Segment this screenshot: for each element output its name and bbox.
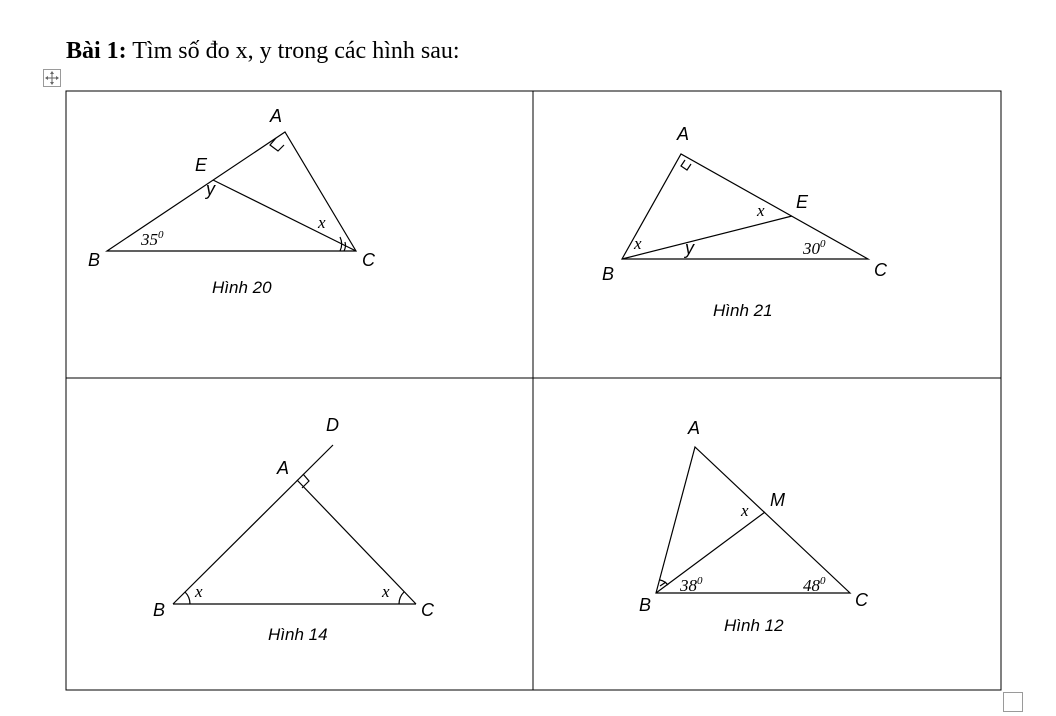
figure-caption: Hình 21 <box>713 301 773 320</box>
point-a-label: A <box>270 106 283 126</box>
figure-hinh-20 <box>88 106 376 297</box>
figure-hinh-12 <box>639 418 869 635</box>
triangle-abc <box>622 154 868 259</box>
angle-x-at-e-label: x <box>757 201 765 220</box>
segment-bm <box>656 512 765 593</box>
point-e-label: E <box>796 192 809 212</box>
ray-bd <box>173 445 333 604</box>
angle-arc-b <box>660 580 668 585</box>
angle-c-label: $30^0$ <box>803 238 826 258</box>
right-angle-mark <box>681 160 691 170</box>
point-c-label: C <box>855 590 868 610</box>
point-a-label: A <box>277 458 290 478</box>
point-b-label: B <box>153 600 166 620</box>
point-m-label: M <box>770 490 785 510</box>
angle-tick-b <box>660 582 666 586</box>
point-a-label: A <box>677 124 690 144</box>
angle-x-label: x <box>318 213 326 232</box>
point-b-label: B <box>639 595 652 615</box>
angle-x-at-b-label: x <box>634 234 642 253</box>
point-c-label: C <box>874 260 887 280</box>
angle-b-label: $38^0$ <box>680 575 703 595</box>
exercise-number: Bài 1: <box>66 38 127 64</box>
angle-y-label: y <box>206 179 215 199</box>
angle-b-label: $35^0$ <box>141 229 164 249</box>
point-a-label: A <box>688 418 701 438</box>
angle-x-at-b-label: x <box>195 582 203 601</box>
angle-arc-b <box>185 592 190 604</box>
point-d-label: D <box>326 415 339 435</box>
figure-hinh-14 <box>153 415 435 644</box>
exercise-text: Tìm số đo x, y trong các hình sau: <box>126 38 460 64</box>
angle-x-label: x <box>741 501 749 520</box>
point-c-label: C <box>362 250 375 270</box>
angle-x-at-c-label: x <box>382 582 390 601</box>
point-b-label: B <box>602 264 615 284</box>
point-c-label: C <box>421 600 434 620</box>
figure-hinh-21 <box>602 124 888 320</box>
angle-arc-c <box>344 242 345 251</box>
point-b-label: B <box>88 250 101 270</box>
angle-c-label: $48^0$ <box>803 575 826 595</box>
angle-arc-c <box>399 592 404 604</box>
table-resize-icon[interactable] <box>1003 692 1023 712</box>
figure-caption: Hình 14 <box>268 625 328 644</box>
angle-y-label: y <box>685 238 694 258</box>
figure-caption: Hình 12 <box>724 616 784 635</box>
segment-ac <box>297 480 416 604</box>
point-e-label: E <box>195 155 208 175</box>
figure-caption: Hình 20 <box>212 278 272 297</box>
segment-be <box>622 216 792 259</box>
